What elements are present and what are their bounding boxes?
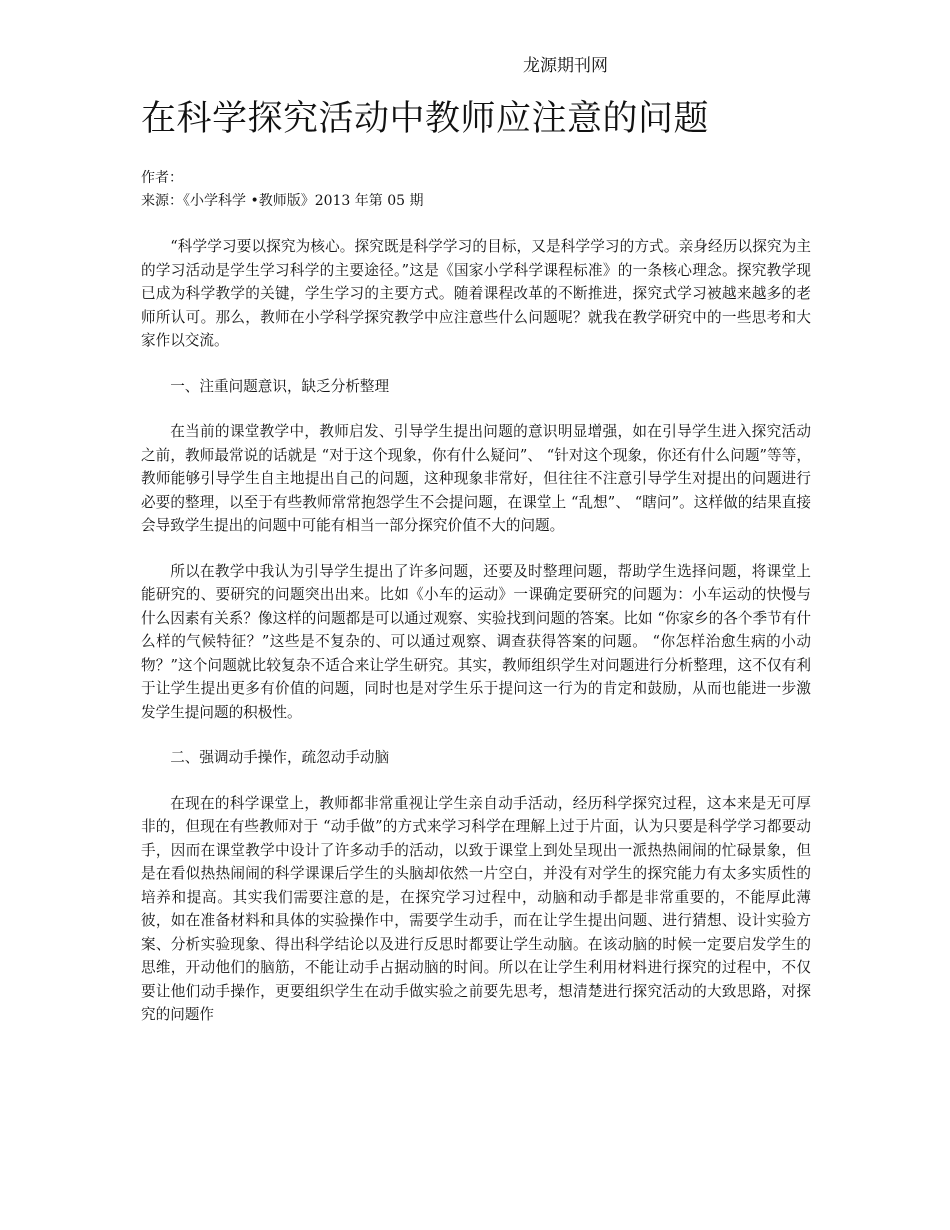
section-heading: 二、强调动手操作，疏忽动手动脑 [170, 749, 390, 766]
paragraph: “科学学习要以探究为核心。探究既是科学学习的目标，又是科学学习的方式。亲身经历以探究为主的学习活动是学生学习科学的主要途径。”这是《国家小学科学课程标准》的一条核心理念。探究教学现已成为科学教学的关键，学生学习的主要方式。随着课程改革的不断推进，探究式学习被越来越多的老师所认可。那么，教师在小学科学探究教学中应注意些什么问题呢？就我在教学研究中的一些思考和大家作以交流。 [141, 238, 811, 349]
paragraph: 所以在教学中我认为引导学生提出了许多问题，还要及时整理问题，帮助学生选择问题，将课堂上能研究的、要研究的问题突出出来。比如《小车的运动》一课确定要研究的问题为：小车运动的快慢与什么因素有关系？像这样的问题都是可以通过观察、实验找到问题的答案。比如 “你家乡的各个季节有什么样的气候特征？”这些是不复杂的、可以通过观察、调查获得答案的问题。 “你怎样治愈生病的小动物？”这个问题就比较复杂不适合来让学生研究。其实，教师组织学生对问题进行分析整理，这不仅有利于让学生提出更多有价值的问题，同时也是对学生乐于提问这一行为的肯定和鼓励，从而也能进一步激发学生提问题的积极性。 [141, 562, 811, 721]
source-line: 来源：《小学科学 •教师版》2013 年第 05 期 [141, 193, 424, 209]
article-title: 在科学探究活动中教师应注意的问题 [141, 99, 710, 139]
article-body [141, 235, 811, 1049]
paragraph: 在当前的课堂教学中，教师启发、引导学生提出问题的意识明显增强，如在引导学生进入探究活动之前，教师最常说的话就是 “对于这个现象，你有什么疑问”、 “针对这个现象，你还有什么问题”等等，教师能够引导学生自主地提出自己的问题，这种现象非常好，但往往不注意引导学生对提出的问题进行必要的整理，以至于有些教师常常抱怨学生不会提问题，在课堂上 “乱想”、 “瞎问”。这样做的结果直接会导致学生提出的问题中可能有相当一部分探究价值不大的问题。 [141, 423, 811, 534]
section-heading: 一、注重问题意识，缺乏分析整理 [170, 377, 390, 395]
site-name: 龙源期刊网 [523, 56, 608, 76]
paragraph: 在现在的科学课堂上，教师都非常重视让学生亲自动手活动，经历科学探究过程，这本来是无可厚非的，但现在有些教师对于 “动手做”的方式来学习科学在理解上过于片面，认为只要是科学学习都要动手，因而在课堂教学中设计了许多动手的活动，以致于课堂上到处呈现出一派热热闹闹的忙碌景象，但是在看似热热闹闹的科学课课后学生的头脑却依然一片空白，并没有对学生的探究能力有太多实质性的培养和提高。其实我们需要注意的是，在探究学习过程中，动脑和动手都是非常重要的，不能厚此薄彼，如在准备材料和具体的实验操作中，需要学生动手，而在让学生提出问题、进行猜想、设计实验方案、分析实验现象、得出科学结论以及进行反思时都要让学生动脑。在该动脑的时候一定要启发学生的思维，开动他们的脑筋，不能让动手占据动脑的时间。所以在让学生利用材料进行探究的过程中，不仅要让他们动手操作，更要组织学生在动手做实验之前要先思考，想清楚进行探究活动的大致思路，对探究的问题作 [141, 794, 811, 1023]
author-line: 作者： [141, 170, 183, 186]
